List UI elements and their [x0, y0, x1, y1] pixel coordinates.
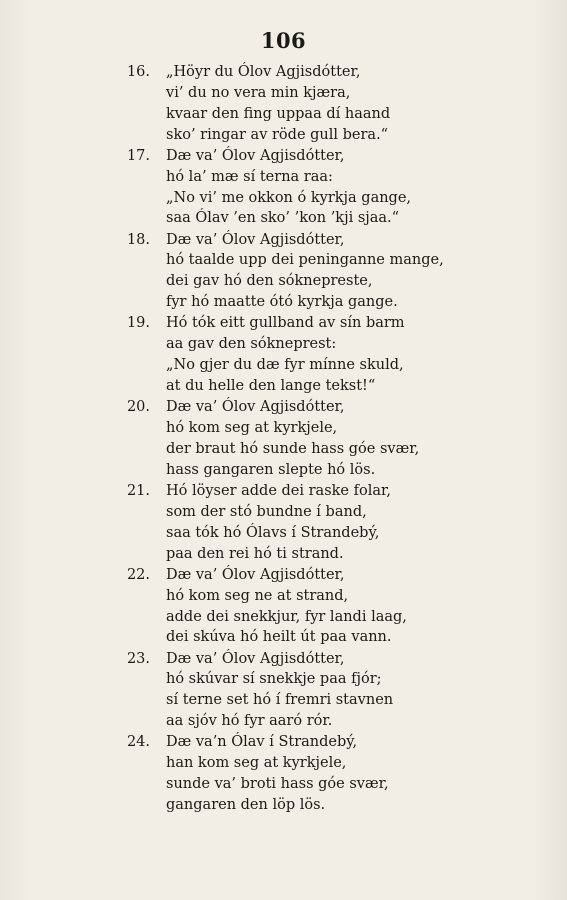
- verse-line: Dæ va’ Ólov Agjisdótter,: [166, 650, 345, 667]
- verse-line: saa Ólav ’en sko’ ’kon ’kji sjaa.“: [166, 210, 400, 227]
- verse-line: sí terne set hó í fremri stavnen: [166, 692, 394, 709]
- verse-line: kvaar den fing uppaa dí haand: [166, 105, 391, 122]
- stanza: [0, 62, 567, 146]
- stanza-lines: [166, 649, 393, 733]
- verse-line: hó skúvar sí snekkje paa fjór;: [166, 671, 382, 688]
- verse-line: dei skúva hó heilt út paa vann.: [166, 629, 392, 646]
- verse-line: hó taalde upp dei peninganne mange,: [166, 252, 444, 269]
- verse-line: Dæ va’n Ólav í Strandebý,: [166, 734, 358, 751]
- stanza-number: 19.: [126, 315, 150, 332]
- stanza-lines: [166, 146, 411, 230]
- verse-line: „No gjer du dæ fyr mínne skuld,: [166, 357, 404, 374]
- verse-line: saa tók hó Ólavs í Strandebý,: [166, 524, 380, 541]
- verse-line: sunde va’ broti hass góe svær,: [166, 776, 389, 793]
- verse-line: Dæ va’ Ólov Agjisdótter,: [166, 147, 345, 164]
- stanza-lines: [166, 230, 444, 314]
- verse-line: at du helle den lange tekst!“: [166, 378, 376, 395]
- verse-line: som der stó bundne í band,: [166, 503, 367, 520]
- verse-line: Hó tók eitt gullband av sín barm: [166, 315, 405, 332]
- verse-line: „No vi’ me okkon ó kyrkja gange,: [166, 189, 412, 206]
- stanza: [0, 230, 567, 314]
- verse-line: aa gav den sókneprest:: [166, 336, 337, 353]
- verse-line: aa sjóv hó fyr aaró rór.: [166, 713, 333, 730]
- verse-line: Dæ va’ Ólov Agjisdótter,: [166, 566, 345, 583]
- stanza-lines: [166, 397, 419, 481]
- verse-line: fyr hó maatte ótó kyrkja gange.: [166, 294, 398, 311]
- stanza-number: 18.: [126, 231, 150, 248]
- verse-line: adde dei snekkjur, fyr landi laag,: [166, 608, 407, 625]
- verse-line: paa den rei hó ti strand.: [166, 545, 344, 562]
- stanza-number: 23.: [126, 650, 150, 667]
- verse-line: hass gangaren slepte hó lös.: [166, 461, 376, 478]
- verse-line: Hó löyser adde dei raske folar,: [166, 482, 391, 499]
- verse-line: sko’ ringar av röde gull bera.“: [166, 126, 389, 143]
- stanza: [0, 649, 567, 733]
- stanza-number: 24.: [126, 734, 150, 751]
- page-number: 106: [260, 28, 307, 53]
- stanza: [0, 397, 567, 481]
- stanza: [0, 732, 567, 816]
- stanza-number: 20.: [126, 399, 150, 416]
- stanza-lines: [166, 732, 389, 816]
- stanza: [0, 565, 567, 649]
- stanza-lines: [166, 565, 407, 649]
- verse-line: Dæ va’ Ólov Agjisdótter,: [166, 399, 345, 416]
- verse-line: „Höyr du Ólov Agjisdótter,: [166, 64, 361, 80]
- stanza-lines: [166, 313, 405, 397]
- verse-line: der braut hó sunde hass góe svær,: [166, 440, 420, 457]
- stanza-number: 16.: [126, 64, 150, 80]
- verse-line: dei gav hó den sóknepreste,: [166, 273, 373, 290]
- stanza-lines: [166, 62, 390, 146]
- verse-line: hó kom seg ne at strand,: [166, 587, 349, 604]
- stanza: [0, 313, 567, 397]
- stanza-list: [0, 62, 567, 816]
- verse-line: vi’ du no vera min kjæra,: [166, 84, 351, 101]
- stanza-lines: [166, 481, 391, 565]
- verse-line: hó kom seg at kyrkjele,: [166, 420, 338, 437]
- stanza: [0, 146, 567, 230]
- stanza-number: 17.: [126, 147, 150, 164]
- stanza-number: 22.: [126, 566, 150, 583]
- verse-line: gangaren den löp lös.: [166, 797, 326, 814]
- stanza-number: 21.: [126, 482, 150, 499]
- verse-line: Dæ va’ Ólov Agjisdótter,: [166, 231, 345, 248]
- verse-line: han kom seg at kyrkjele,: [166, 755, 347, 772]
- verse-line: hó la’ mæ sí terna raa:: [166, 168, 333, 185]
- stanza: [0, 481, 567, 565]
